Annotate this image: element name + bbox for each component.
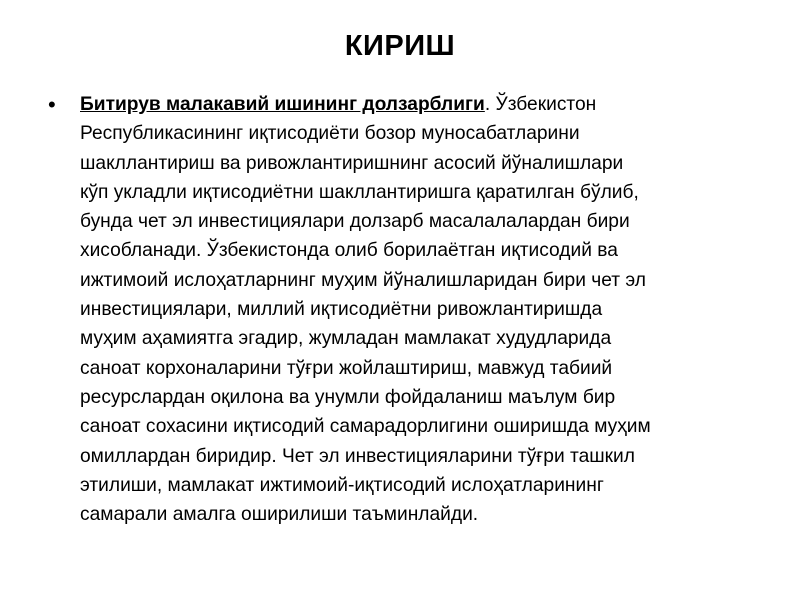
bullet-lead-heading: Битирув малакавий ишининг долзарблиги: [80, 94, 485, 115]
bullet-text-line: этилиши, мамлакат ижтимоий-иқтисодий ислоҳатларининг: [80, 474, 604, 496]
bullet-text-line: омиллардан биридир. Чет эл инвестицияларини тўғри ташкил: [80, 445, 635, 467]
slide-title: КИРИШ: [344, 30, 456, 62]
bullet-first-line: [80, 90, 763, 119]
bullet-text-line: шакллантириш ва ривожлантиришнинг асосий йўналишлари: [80, 152, 624, 174]
bullet-text-line: ресурслардан оқилона ва унумли фойдаланиш маълум бир: [80, 386, 616, 408]
bullet-text-line: бунда чет эл инвестициялари долзарб масалалалардан бири: [80, 211, 630, 233]
bullet-text-line: саноат сохасини иқтисодий самарадорлигини оширишда муҳим: [80, 416, 651, 438]
bullet-text-line: Республикасининг иқтисодиёти бозор муносабатларини: [80, 123, 580, 145]
bullet-lead-period: .: [484, 94, 491, 115]
bullet-text-line: самарали амалга оширилиши таъминлайди.: [80, 504, 479, 526]
bullet-text-line: хисобланади. Ўзбекистонда олиб борилаётган иқтисодий ва: [80, 240, 618, 262]
bullet-dot-icon: •: [48, 92, 56, 117]
bullet-text-line: инвестициялари, миллий иқтисодиётни ривожлантиришда: [80, 299, 603, 321]
bullet-item: [48, 90, 763, 529]
bullet-text-line: муҳим аҳамиятга эгадир, жумладан мамлакат худудларида: [80, 328, 612, 350]
bullet-text-line: кўп укладли иқтисодиётни шакллантиришга қаратилган бўлиб,: [80, 181, 639, 203]
bullet-text-line: Ўзбекистон: [490, 94, 597, 115]
bullet-text-line: ижтимоий ислоҳатларнинг муҳим йўналишларидан бири чет эл: [80, 269, 646, 291]
slide-content: [48, 90, 763, 529]
bullet-text-line: саноат корхоналарини тўғри жойлаштириш, мавжуд табиий: [80, 357, 613, 379]
